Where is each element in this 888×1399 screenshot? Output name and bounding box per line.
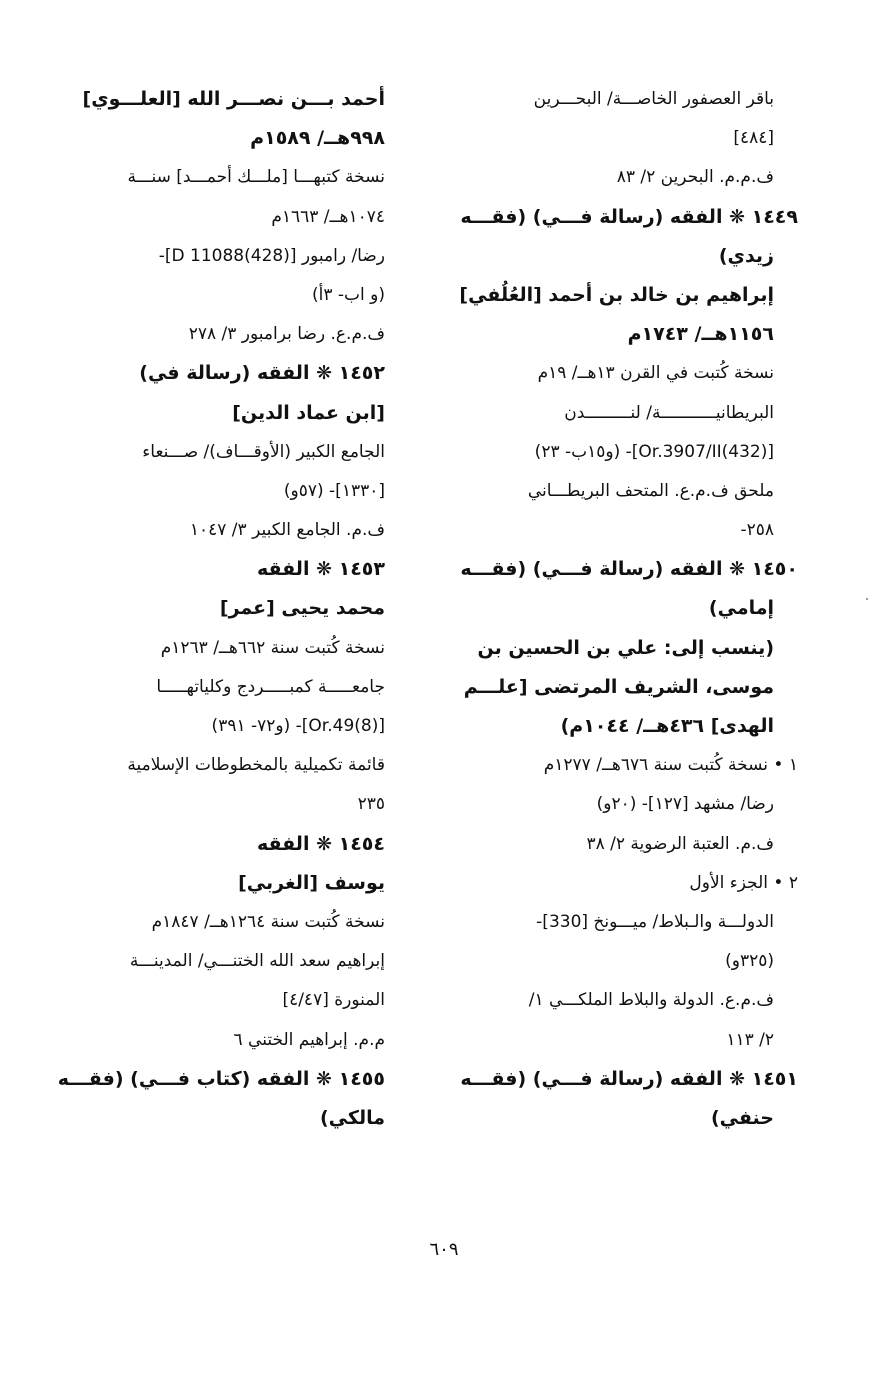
entry-text-line: ملحق ف.م.ع. المتحف البريطـــاني — [527, 480, 774, 501]
entry-heading-line: ١٤٥١ ❋ الفقه (رسالة فـــي) (فقـــه — [460, 1067, 798, 1090]
entry-text-line: ف.م.ع. رضا برامبور ٣/ ٢٧٨ — [188, 324, 385, 345]
entry-heading-line: ١١٥٦هــ/ ١٧٤٣م — [627, 323, 774, 346]
entry-text-line: ف.م.ع. الدولة والبلاط الملكـــي ١/ — [528, 990, 774, 1011]
entry-heading-line: يوسف [الغربي] — [238, 871, 385, 894]
entry-heading-line: ١٤٥٠ ❋ الفقه (رسالة فـــي) (فقـــه — [460, 558, 798, 581]
entry-text-line: الدولـــة والـبلاط/ ميـــونخ [330]- — [536, 911, 774, 932]
entry-heading-line: ١٤٥٥ ❋ الفقه (كتاب فـــي) (فقـــه — [57, 1067, 385, 1090]
entry-heading-line: ١٤٥٣ ❋ الفقه — [256, 558, 385, 581]
entry-heading-line: ١٤٤٩ ❋ الفقه (رسالة فـــي) (فقـــه — [460, 205, 798, 228]
entry-text-line: نسخة كُتبت سنة ١٢٦٤هــ/ ١٨٤٧م — [151, 911, 385, 932]
entry-text-line: ٢٣٥ — [357, 794, 385, 815]
entry-text-line: نسخة كُتبت سنة ٦٦٢هــ/ ١٢٦٣م — [160, 637, 385, 658]
entry-heading-line: ٩٩٨هــ/ ١٥٨٩م — [250, 127, 385, 150]
entry-text-line: نسخة كتبهـــا [ملـــك أحمـــد] سنـــة — [127, 167, 385, 188]
entry-heading-line: الهدى] ٤٣٦هــ/ ١٠٤٤م) — [560, 715, 774, 737]
entry-text-line: م.م. إبراهيم الختني ٦ — [233, 1029, 385, 1050]
page-number: ٦٠٩ — [429, 1239, 459, 1260]
entry-text-line: ١ • نسخة كُتبت سنة ٦٧٦هــ/ ١٢٧٧م — [543, 755, 798, 776]
left-column — [40, 80, 385, 1138]
entry-heading-line: ١٤٥٢ ❋ الفقه (رسالة في) — [139, 362, 385, 385]
entry-heading-line: ١٤٥٤ ❋ الفقه — [256, 832, 385, 855]
entry-heading-line: إمامي) — [708, 597, 774, 620]
entry-text-line: ف.م.م. البحرين ٢/ ٨٣ — [616, 167, 774, 188]
entry-heading-line: موسى، الشريف المرتضى [علـــم — [463, 675, 774, 698]
entry-heading-line: (ينسب إلى: علي بن الحسين بن — [477, 636, 774, 659]
entry-text-line: نسخة كُتبت في القرن ١٣هــ/ ١٩م — [537, 363, 774, 384]
entry-text-line: باقر العصفور الخاصـــة/ البحـــرين — [533, 89, 774, 109]
entry-heading-line: إبراهيم بن خالد بن أحمد [العُلُفي] — [459, 283, 774, 306]
entry-text-line: [٤٨٤] — [733, 128, 774, 149]
entry-heading-line: أحمد بـــن نصـــر الله [العلـــوي] — [82, 88, 385, 110]
entry-text-line: رضا/ رامبور [D 11088(428)]- — [158, 245, 385, 266]
entry-text-line: قائمة تكميلية بالمخطوطات الإسلامية — [127, 755, 385, 776]
entry-text-line: [(432)Or.3907/II]- (و١٥ب- ٢٣) — [534, 441, 774, 462]
entry-text-line: إبراهيم سعد الله الختنـــي/ المدينـــة — [129, 951, 385, 972]
entry-text-line: (و اب- ٣أ) — [311, 284, 385, 305]
entry-text-line: ٢/ ١١٣ — [726, 1029, 774, 1050]
entry-heading-line: زيدي) — [718, 244, 774, 267]
entry-text-line: المنورة [٤/٤٧] — [282, 990, 385, 1011]
entry-text-line: رضا/ مشهد [١٢٧]- (٢٠و) — [596, 794, 774, 815]
entry-heading-line: حنفي) — [710, 1106, 774, 1129]
entry-text-line: ٢ • الجزء الأول — [689, 872, 798, 893]
entry-heading-line: [ابن عماد الدين] — [232, 401, 385, 424]
entry-text-line: ف.م. العتبة الرضوية ٢/ ٣٨ — [586, 833, 774, 854]
entry-text-line: ف.م. الجامع الكبير ٣/ ١٠٤٧ — [189, 520, 385, 541]
entry-text-line: جامعـــــة كمبـــــردج وكلياتهـــــا — [156, 676, 385, 697]
entry-text-line: البريطانيـــــــــــة/ لنـــــــــدن — [564, 402, 774, 423]
entry-text-line: [١٣٣٠]- (٥٧و) — [283, 480, 385, 501]
entry-text-line: ١٠٧٤هــ/ ١٦٦٣م — [271, 206, 385, 227]
entry-text-line: [Or.49(8)]- (و٧٢- ٣٩١) — [211, 716, 385, 736]
entry-heading-line: محمد يحيى [عمر] — [219, 597, 385, 620]
scan-artifact — [866, 598, 868, 600]
entry-text-line: الجامع الكبير (الأوقـــاف)/ صـــنعاء — [142, 441, 385, 462]
entry-text-line: (٣٢٥و) — [725, 951, 774, 972]
right-column — [438, 80, 798, 1138]
entry-heading-line: مالكي) — [320, 1106, 385, 1129]
entry-text-line: ٢٥٨- — [740, 520, 774, 541]
